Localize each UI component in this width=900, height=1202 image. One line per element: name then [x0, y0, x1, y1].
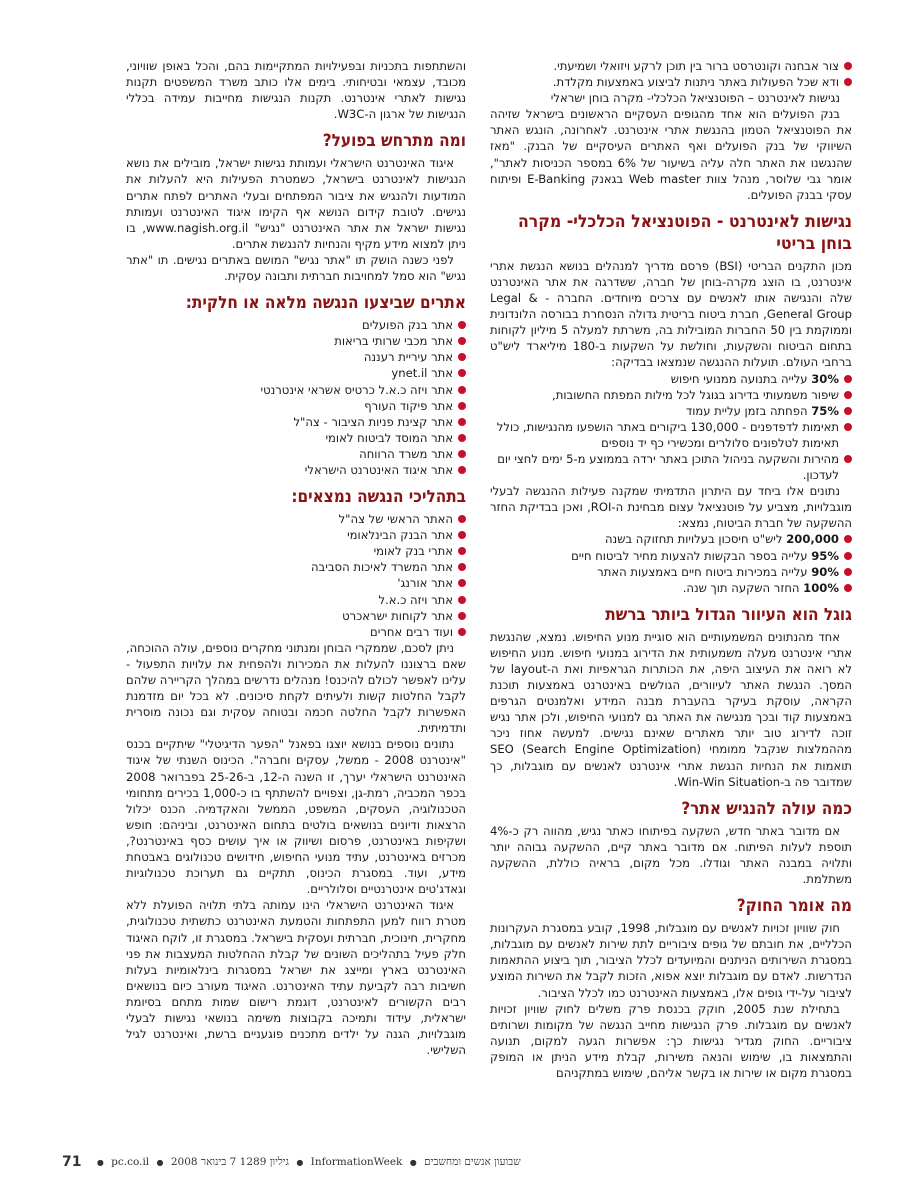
section-heading: אתרים שביצעו הנגשה מלאה או חלקית: [185, 293, 466, 314]
bullet-text: עלייה בתנועה ממנועי חיפוש [670, 371, 812, 386]
bullet-text: ליש"ט חיסכון בעלויות תחזוקה בשנה [604, 532, 787, 547]
paragraph: אם מדובר באתר חדש, השקעה בפיתוחו כאתר נגיש, מהווה רק כ-4% תוספת לעלות הפיתוח. אם מדובר באתר קיים, ההשקעה גבוהה יותר ותלויה במבנה האתר וגודלו. מכל מקום, בראיה כוללת, ההשקעה משתלמת. [490, 823, 852, 887]
separator-dot: ● [296, 1158, 304, 1167]
roi-list [490, 531, 852, 595]
paragraph: אחד מהנתונים המשמעותיים הוא סוגיית מנוע החיפוש. נמצא, שהנגשת אתרי אינטרנט מעלה משמעותית את הדירוג במנועי חיפוש. מנוע החיפוש לא רואה את העיצוב היפה, את הכותרות הגראפיות ואת ה-layout של המסך. הנגשת האתר לעיוורים, הגולשים באינטרנט באמצעות תוכנת הקראה, עוסקת בעיקר בהעברת מבנה המידע ואלמנטים הגרפים באמצעות קוד ובכך מנגישה את האתר גם למנועי החיפוש, ולכן אתר נגיש זוכה לדירוג טוב יותר מאתרים שאינם נגישים. למעשה אחוז ניכר מההמלצות שנקבל ממומחי (Search Engine Optimization) SEO תואמות את הנחיות הנגשת אתרי אינטרנט לאנשים עם מוגבלות, כך שמדובר פה ב-Win-Win Situation. [490, 629, 852, 789]
list-item: אתר מכבי שרותי בריאות [126, 333, 466, 349]
bullet-text: עלייה בספר הבקשות להצעות מחיר לביטוח חיים [571, 548, 812, 563]
footer-website: pc.co.il [111, 1156, 150, 1168]
bullet-value: 90% [811, 564, 839, 579]
list-item [490, 531, 852, 547]
paragraph: בתחילת שנת 2005, חוקק בכנסת פרק משלים לחוק שוויון זכויות לאנשים עם מוגבלות. פרק הנגישות מחייב הנגשה של מקומות ושרותים ציבוריים. החוק מגדיר נגישות כך: אפשרות הגעה למקום, תנועה והתמצאות בו, שימוש והנאה משירות, קבלת מידע הניתן או המופק במסגרת מקום או שירות או בקשר אליהם, שימוש במתקניהם [490, 1001, 852, 1080]
paragraph: נתונים נוספים בנושא יוצגו בפאנל "הפער הדיגיטלי" שיתקיים בכנס "אינטרנט 2008 - ממשל, עסקים וחברה". הכינוס השנתי של איגוד האינטרנט הישראלי יערך, זו השנה ה-12, ב-25-26 בפברואר 2008 בכפר המכביה, רמת-גן, וצפויים להשתתף בו כ-1,000 בכירים מתחומי הטכנולוגיה, העסקים, המשפט, הממשל והאקדמיה. הכנס יכלול הרצאות ודיונים בנושאים בולטים בתחום האינטרנט, וביניהם: חופש ושקיפות באינטרנט, פרסום ושיווק או איך עושים כסף באינטרנט?, מכרזים באינטרנט, עתיד מנועי החיפוש, חידושים טכנולוגים באבטחת מידע, ועוד. במסגרת הכינוס, תתקיים גם תערוכת טכנולוגיות וגאדג'טים אינטרנטיים וסלולריים. [126, 737, 467, 897]
list-item: אתר ויזה כ.א.ל [126, 592, 466, 608]
page-footer [62, 1154, 762, 1170]
paragraph: איגוד האינטרנט הישראלי ועמותת נגישות ישראל, מובילים את נושא הנגישות לאינטרנט בישראל, כשמטרת הפעילות היא להעלות את המודעות ולהנגיש את ציבור המפתחים ובעלי האתרים לפתח אתרים נגישים. לטובת קידום הנושא אף הקימו איגוד האינטרנט ועמותת נגישות ישראל את אתר האינטרנט "נגיש" www.nagish.org.il, בו ניתן למצוא מידע מקיף והנחיות להנגשת אתרים. [126, 156, 467, 251]
list-item: אתר עיריית רעננה [126, 349, 466, 365]
footer-tagline: שבועון אנשים ומחשבים [424, 1156, 521, 1168]
footer-publication: InformationWeek [310, 1156, 403, 1168]
paragraph: לפני כשנה הושק תו "אתר נגיש" המושם באתרים נגישים. תו "אתר נגיש" הוא סמל למחויבות חברתית ותבונה עסקית. [126, 252, 466, 284]
list-item: אתר בנק הפועלים [126, 317, 466, 333]
list-item: אתר המשרד לאיכות הסביבה [126, 559, 466, 575]
list-item: ועוד רבים אחרים [126, 624, 466, 640]
page-number: 71 [62, 1154, 82, 1170]
separator-dot: ● [409, 1158, 417, 1167]
bullet-text: תאימות לדפדפנים - 130,000 ביקורים באתר הושפעו מהנגישות, כולל תאימות לטלפונים סלולרים ומכשירי כף יד נוספים [496, 419, 839, 450]
section-heading: נגישות לאינטרנט - הפוטנציאל הכלכלי- מקרה בוחן בריטי [517, 211, 852, 254]
bullet-value: 100% [803, 580, 839, 595]
bullet-value: 200,000 [786, 532, 839, 547]
paragraph: מכון התקנים הבריטי (BSI) פרסם מדריך למנהלים בנושא הנגשת אתרי אינטרנט, בו הוצג מקרה-בוחן של חברה, ששדרגה את אתר האינטרנט שלה והנגישה אותו לאנשים עם צרכים מיוחדים. החברה - Legal & General Group, חברת ביטוח בריטית גדולה הנסחרת בבורסה הלונדונית וממוקמת בין 50 החברות המובילות בה, משרתת למעלה 5 מיליון לקוחות בתחום הביטוח והשקעות, וחולשת על השקעות ב-180 מיליארד ליש"ט ברחבי העולם. תועלות ההנגשה שנמצאו בבדיקה: [490, 258, 852, 370]
benefits-list [490, 371, 852, 484]
left-column [126, 58, 466, 1058]
list-item [490, 419, 852, 451]
list-item: אתר הבנק הבינלאומי [126, 527, 466, 543]
paragraph: נתונים אלו ביחד עם היתרון התדמיתי שמקנה פעילות ההנגשה לבעלי מוגבלויות, מצביע על פוטנציאל עצום מבחינת ה-ROI, ואכן בבדיקת החזר ההשקעה של חברת הביטוח, נמצא: [490, 484, 852, 531]
paragraph: חוק שוויון זכויות לאנשים עם מוגבלות, 1998, קובע במסגרת העקרונות הכלליים, את חובתם של גופים ציבוריים לתת שירות לאנשים עם מוגבלות, במסגרת השירותים הניתנים והמיועדים לכלל הציבור, תוך ביצוע ההתאמות הנדרשות. לאדם עם מוגבלות יוצא אפוא, הזכות לקבל את השירות המוצע לציבור על-ידי גופים אלו, באמצעות האינטרנט כמו לכלל הציבור. [490, 921, 852, 1000]
section-heading: בתהליכי הנגשה נמצאים: [291, 487, 466, 508]
list-item: ודא שכל הפעולות באתר ניתנות לביצוע באמצעות מקלדת. [490, 74, 852, 90]
section-heading: גוגל הוא העיוור הגדול ביותר ברשת [605, 604, 852, 625]
list-item: אתר לקוחות ישראכרט [126, 608, 466, 624]
bullet-text: עלייה במכירות ביטוח חיים באמצעות האתר [597, 564, 812, 579]
bullet-text: שיפור משמעותי בדירוג בגוגל לכל מילות המפתח החשובות, [552, 387, 839, 402]
bullet-value: 30% [811, 371, 839, 386]
list-item [490, 387, 852, 403]
separator-dot: ● [156, 1158, 164, 1167]
list-item: אתר איגוד האינטרנט הישראלי [126, 462, 466, 478]
section-heading: ומה מתרחש בפועל? [322, 131, 466, 152]
paragraph: והשתתפות בתכניות ובפעילויות המתקיימות בהם, והכל באופן שוויוני, מכובד, עצמאי ובטיחותי. בימים אלו כותב משרד המשפטים תקנות נגישות לאתרי אינטרנט. תקנות הנגישות מחייבות עמידה בכללי הנגישות של ארגון ה-W3C. [126, 59, 466, 122]
right-column [490, 58, 852, 1081]
list-item: אתר משרד הרווחה [126, 446, 466, 462]
paragraph: איגוד האינטרנט הישראלי הינו עמותה בלתי תלויה הפועלת ללא מטרת רווח למען התפתחות והטמעת האינטרנט כתשתית טכנולוגית, מחקרית, חינוכית, חברתית ועסקית בישראל. במסגרת זו, לוקח האיגוד חלק פעיל בתהליכים השונים של קבלת ההחלטות המעצבות את פני האינטרנט בארץ ומייצג את ישראל במסגרות בינלאומיות בעלות חשיבות רבה לקביעת עתיד האינטרנט. האיגוד מעורב כיום בנושאים רבים הקשורים לאינטרנט, דוגמת רישום שמות מתחם בסיומת ישראלית, עידוד ותמיכה בקבוצות משימה בנושאי נגישות לבעלי מוגבלויות, הגנה על ילדים מתכנים פוגעניים ברשת, ואינטרנט לגיל השלישי. [126, 898, 466, 1058]
list-item: צור אבחנה וקונטרסט ברור בין תוכן לרקע ויזואלי ושמיעתי. [490, 58, 852, 74]
paragraph: ניתן לסכם, שממקרי הבוחן ומנתוני מחקרים נוספים, עולה ההוכחה, שאם ברצוננו להעלות את המכירות ולהפחית את עלויות התפעול - עלינו לאפשר לכולם להיכנס! מנהלים נדרשים במהלך הקריירה שלהם לקבל החלטות קשות ולעיתים לקחת סיכונים. לא בכל יום מזדמנת האפשרות לקבל החלטה חכמה ובטוחה עסקית וגם נכונה מוסרית ותדמיתית. [126, 640, 466, 736]
list-item [490, 564, 852, 580]
bullet-text: החזר השקעה תוך שנה. [682, 580, 804, 595]
list-item [490, 371, 852, 387]
list-item: אתר פיקוד העורף [126, 398, 466, 414]
list-item: האתר הראשי של צה"ל [126, 511, 466, 527]
list-item: אתרי בנק לאומי [126, 543, 466, 559]
list-item [490, 580, 852, 596]
bullet-text: מהירות והשקעה בניהול התוכן באתר ירדה בממוצע מ-5 ימים לחצי יום לעדכון. [497, 451, 839, 483]
section-heading: כמה עולה להנגיש אתר? [681, 798, 852, 819]
list-item: אתר ynet.il [126, 365, 466, 381]
list-item: אתר ויזה כ.א.ל כרטיס אשראי אינטרנטי [126, 382, 466, 398]
in-progress-sites-list [126, 511, 466, 640]
footer-issue: גיליון 1289 ‎7 בינואר 2008 [170, 1156, 289, 1168]
paragraph: בנק הפועלים הוא אחד מהגופים העסקיים הראשונים בישראל שזיהה את הפוטנציאל הטמון בהנגשת אתרי אינטרנט. לאחרונה, הונגש האתר השיווקי של בנק הפועלים ואף האתרים העיסקיים של הבנק. "מאז שהנגשנו את האתר חלה עליה בשיעור של 6% במספר הכניסות לאתר", אומר גבי שלוסר, מנהל צוות Web master בגאנק E-Banking ופיתוח עסקי בבנק הפועלים. [490, 107, 853, 202]
bullet-text: הפחתה בזמן עליית עמוד [685, 403, 812, 418]
list-item [490, 403, 852, 419]
section-heading: מה אומר החוק? [736, 896, 852, 917]
list-item: אתר קצינת פניות הציבור - צה"ל [126, 414, 466, 430]
list-item: אתר אורנג' [126, 575, 466, 591]
list-item [490, 548, 852, 564]
list-item: אתר המוסד לביטוח לאומי [126, 430, 466, 446]
case-study-subtitle: נגישות לאינטרנט – הפוטנציאל הכלכלי- מקרה בוחן ישראלי [550, 91, 840, 106]
list-item [490, 451, 852, 483]
bullet-value: 95% [811, 548, 839, 563]
bullet-value: 75% [811, 403, 839, 418]
top-bullet-list [490, 58, 852, 90]
separator-dot: ● [96, 1158, 104, 1167]
accessible-sites-list [126, 317, 466, 478]
